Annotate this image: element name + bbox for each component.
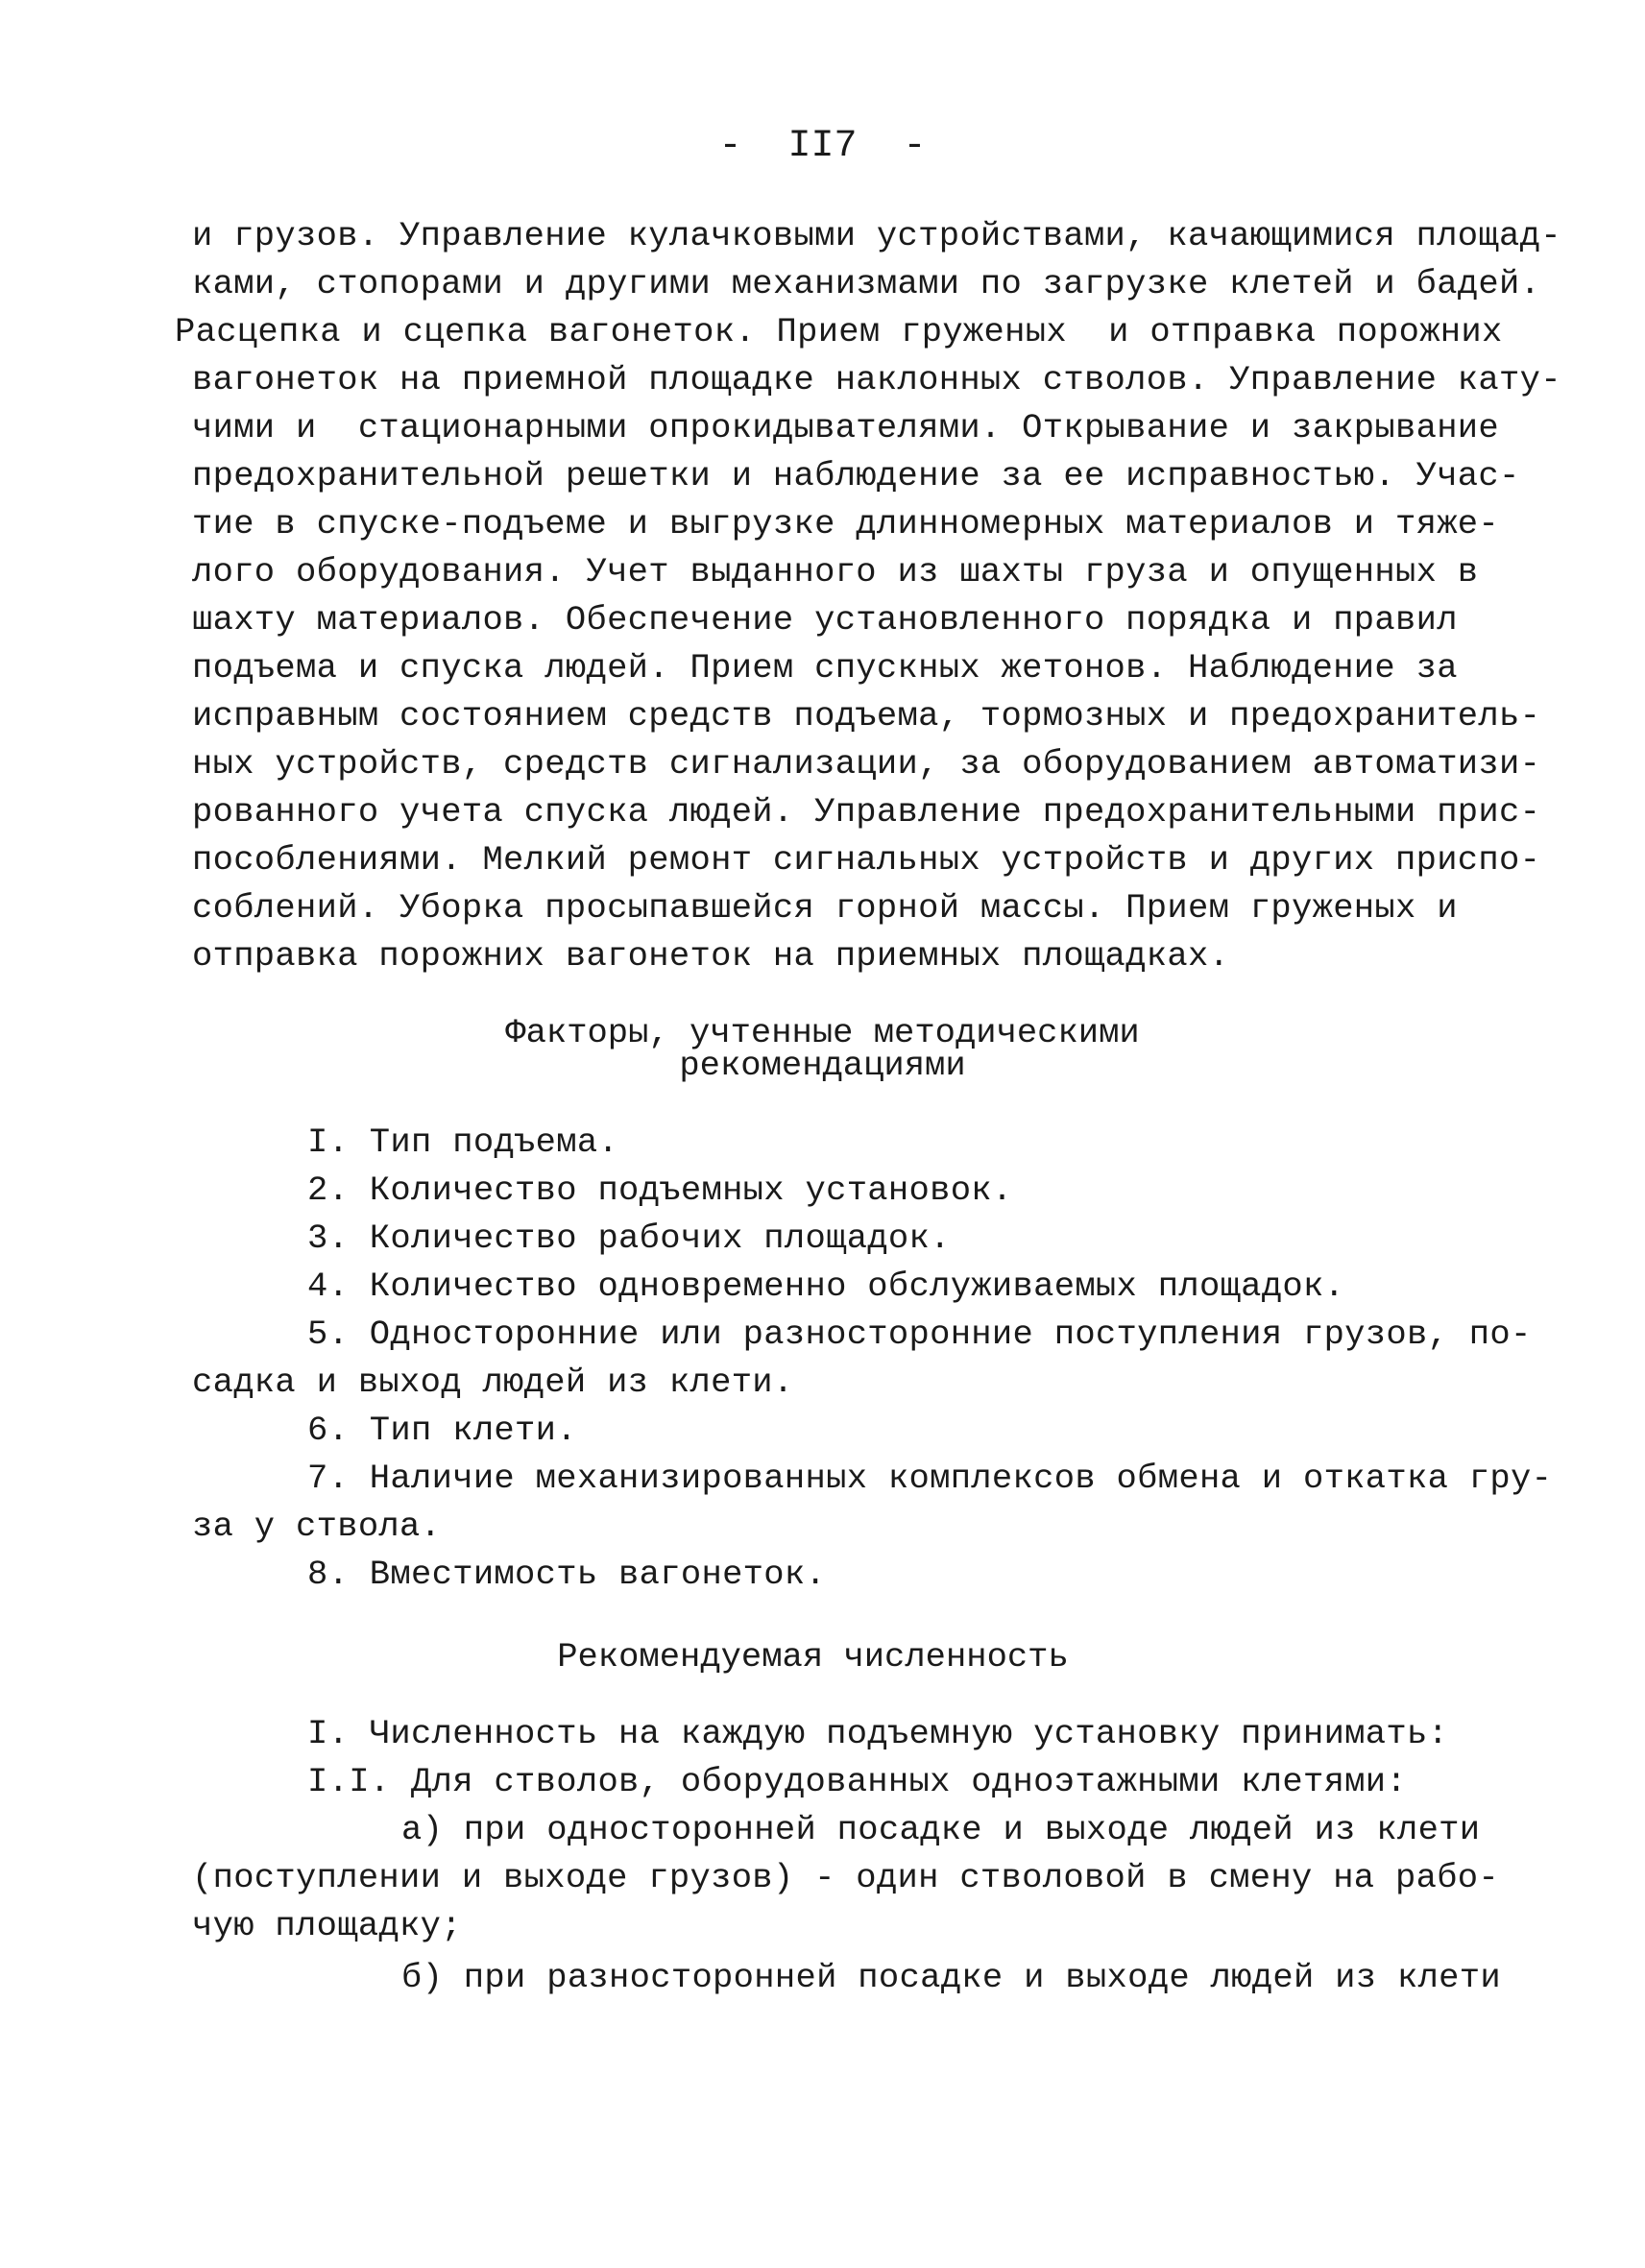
factor-item: I. Тип подъема. <box>307 1122 619 1162</box>
recommended-item: I. Численность на каждую подъемную установку принимать: <box>307 1714 1449 1753</box>
paragraph-line: подъема и спуска людей. Прием спускных жетонов. Наблюдение за <box>192 648 1458 688</box>
factor-item: 4. Количество одновременно обслуживаемых площадок. <box>307 1267 1345 1306</box>
paragraph-line: соблений. Уборка просыпавшейся горной массы. Прием груженых и <box>192 888 1458 928</box>
paragraph-line: чими и стационарными опрокидывателями. Открывание и закрывание <box>192 408 1500 447</box>
recommended-item: I.I. Для стволов, оборудованных одноэтажными клетями: <box>307 1762 1407 1801</box>
factors-heading-line-2: рекомендациями <box>679 1046 966 1085</box>
paragraph-line: рованного учета спуска людей. Управление предохранительными прис- <box>192 792 1541 832</box>
paragraph-line: ками, стопорами и другими механизмами по загрузке клетей и бадей. <box>192 264 1541 303</box>
paragraph-line: вагонеток на приемной площадке наклонных стволов. Управление кату- <box>192 360 1561 399</box>
factor-item: 3. Количество рабочих площадок. <box>307 1218 951 1258</box>
paragraph-line: тие в спуске-подъеме и выгрузке длинномерных материалов и тяже- <box>192 504 1500 543</box>
recommended-item: а) при односторонней посадке и выходе людей из клети <box>401 1810 1481 1849</box>
page-number: - II7 - <box>718 125 927 168</box>
factor-item: садка и выход людей из клети. <box>192 1363 794 1402</box>
paragraph-line: лого оборудования. Учет выданного из шахты груза и опущенных в <box>192 552 1479 591</box>
paragraph-line: исправным состоянием средств подъема, тормозных и предохранитель- <box>192 696 1541 736</box>
factor-item: 5. Односторонние или разносторонние поступления грузов, по- <box>307 1315 1532 1354</box>
factor-item: 6. Тип клети. <box>307 1411 577 1450</box>
paragraph-line: предохранительной решетки и наблюдение за ее исправностью. Учас- <box>192 456 1520 495</box>
recommended-heading: Рекомендуемая численность <box>557 1637 1069 1677</box>
paragraph-line: отправка порожних вагонеток на приемных площадках. <box>192 936 1230 976</box>
factor-item: за у ствола. <box>192 1507 442 1546</box>
factor-item: 7. Наличие механизированных комплексов обмена и откатка гру- <box>307 1459 1553 1498</box>
recommended-item: чую площадку; <box>192 1906 462 1945</box>
factors-heading-line-1: Факторы, учтенные методическими <box>505 1013 1140 1052</box>
paragraph-line: пособлениями. Мелкий ремонт сигнальных устройств и других приспо- <box>192 840 1541 880</box>
paragraph-line: и грузов. Управление кулачковыми устройствами, качающимися площад- <box>192 216 1561 255</box>
recommended-item: (поступлении и выходе грузов) - один стволовой в смену на рабо- <box>192 1858 1500 1897</box>
paragraph-line: шахту материалов. Обеспечение установленного порядка и правил <box>192 600 1458 639</box>
factor-item: 8. Вместимость вагонеток. <box>307 1555 827 1594</box>
factor-item: 2. Количество подъемных установок. <box>307 1170 1013 1210</box>
recommended-item: б) при разносторонней посадке и выходе людей из клети <box>401 1958 1501 1997</box>
paragraph-line: ных устройств, средств сигнализации, за оборудованием автоматизи- <box>192 744 1541 784</box>
paragraph-line: Расцепка и сцепка вагонеток. Прием груженых и отправка порожних <box>175 312 1503 351</box>
